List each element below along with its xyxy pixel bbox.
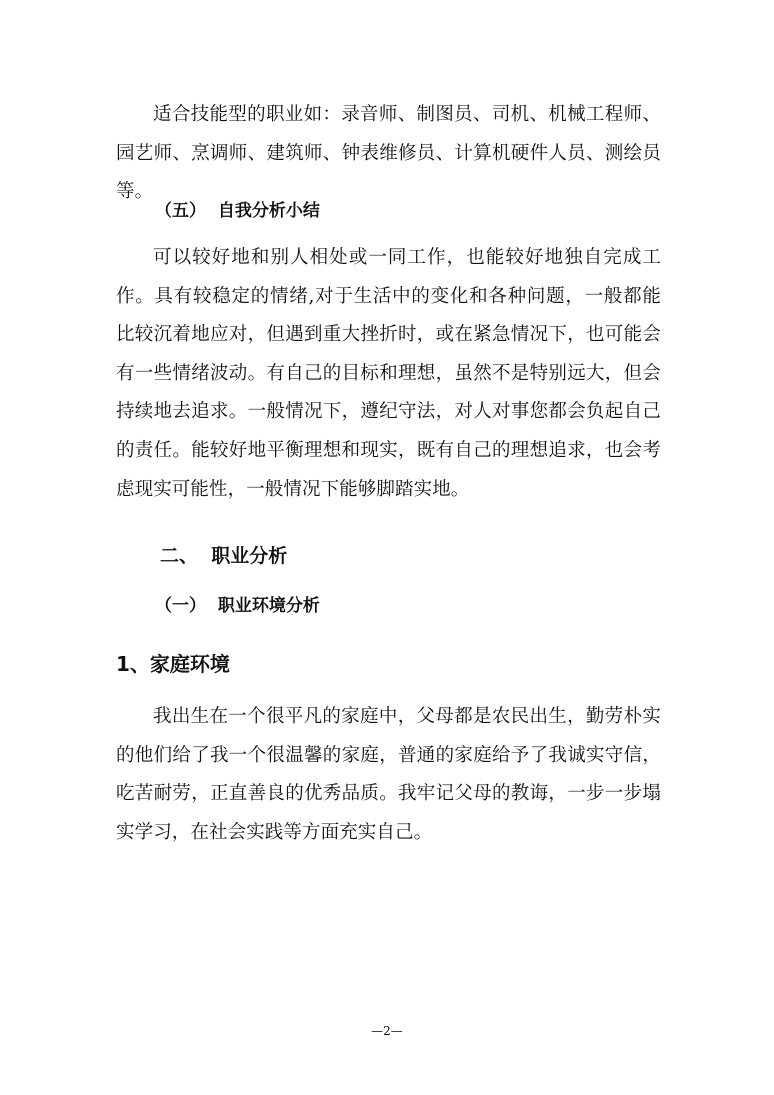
page-number: —2— bbox=[371, 1024, 403, 1038]
heading-career-analysis: 二、 职业分析 bbox=[160, 545, 288, 567]
heading-self-analysis-summary: （五） 自我分析小结 bbox=[155, 201, 320, 221]
paragraph-self-analysis-summary: 可以较好地和别人相处或一同工作，也能较好地独自完成工作。具有较稳定的情绪,对于生活中的变化和各种问题，一般都能比较沉着地应对，但遇到重大挫折时，或在紧急情况下，也可能会有一些情绪波动。有自己的目标和理想，虽然不是特别远大，但会持续地去追求。一般情况下，遵纪守法，对人对事您都会负起自己的责任。能较好地平衡理想和现实，既有自己的理想追求，也会考虑现实可能性，一般情况下能够脚踏实地。 bbox=[116, 247, 661, 500]
heading-family-environment: 1、家庭环境 bbox=[116, 652, 230, 676]
paragraph-suitable-occupations: 适合技能型的职业如：录音师、制图员、司机、机械工程师、园艺师、烹调师、建筑师、钟表维修员、计算机硬件人员、测绘员等。 bbox=[116, 104, 661, 203]
heading-career-environment-analysis: （一） 职业环境分析 bbox=[155, 596, 320, 616]
paragraph-family-environment: 我出生在一个很平凡的家庭中，父母都是农民出生，勤劳朴实的他们给了我一个很温馨的家庭，普通的家庭给予了我诚实守信，吃苦耐劳，正直善良的优秀品质。我牢记父母的教诲，一步一步塌实学习，在社会实践等方面充实自己。 bbox=[116, 706, 661, 843]
